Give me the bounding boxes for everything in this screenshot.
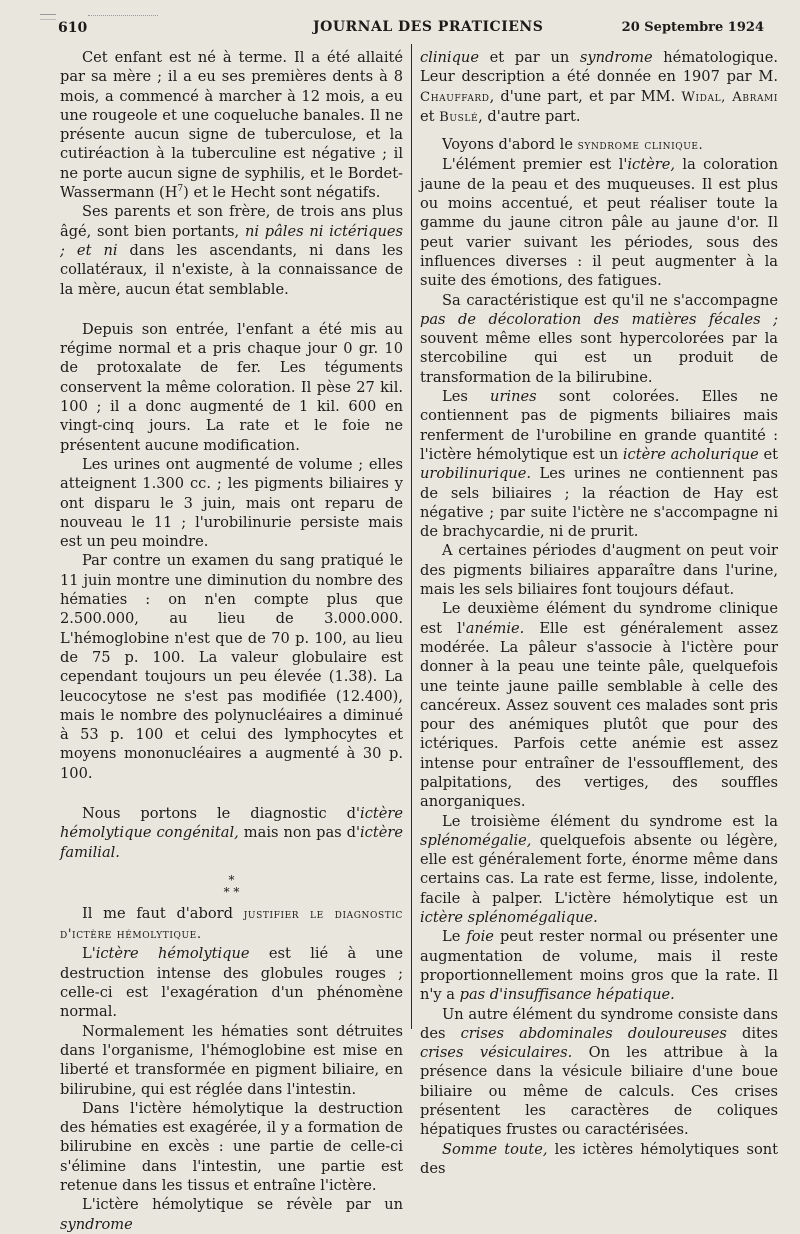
column-divider — [411, 44, 412, 1029]
paragraph: Par contre un examen du sang pratiqué le 11 juin montre une diminution du nombre des hématies : on n'en compte plus que 2.500.000, au lieu de 3.000.000. L'hémoglobine n'est que de 70 p. 100, au lieu de 75 p. 100. La valeur globulaire est cependant toujours un peu élevée (1.38). La leucocytose ne s'est pas modifiée (12.400), mais le nombre des polynucléaires a diminué à 53 p. 100 et celui des lymphocytes et moyens mononucléaires a augmenté à 30 p. 100. — [60, 552, 403, 782]
paragraph: Depuis son entrée, l'enfant a été mis au régime normal et a pris chaque jour 0 gr. 10 de protoxalate de fer. Les téguments conservent la même coloration. Il pèse 27 kil. 100 ; il a donc augmenté de 1 kil. 600 en vingt-cinq jours. La rate et le foie ne présentent aucune modification. — [60, 320, 403, 454]
issue-date: 20 Septembre 1924 — [621, 20, 764, 35]
section-separator: * * * — [223, 872, 240, 899]
left-column — [60, 48, 403, 1234]
paragraph: Ses parents et son frère, de trois ans plus âgé, sont bien portants, ni pâles ni ictériques ; et ni dans les ascendants, ni dans les collatéraux, il n'existe, à la connaissance de la mère, aucun état semblable. — [60, 203, 403, 298]
section-heading: Voyons d'abord le syndrome clinique. — [442, 136, 704, 154]
paragraph: Cet enfant est né à terme. Il a été allaité par sa mère ; il a eu ses premières dents à 8 mois, a commencé à marcher à 12 mois, a eu une rougeole et une coqueluche banales. Il ne présente aucun signe de tuberculose, et la cutiréaction à la tuberculine est négative ; il ne porte aucun signe de syphilis, et le Bordet-Wassermann $(H^7)$ et le Hecht sont négatifs. — [60, 49, 403, 202]
printer-mark — [88, 15, 158, 18]
paragraph: A certaines périodes d'augment on peut voir des pigments biliaires apparaître dans l'urine, mais les sels biliaires font toujours défaut. — [420, 542, 778, 599]
section-heading: Il me faut d'abord justifier le diagnostic d'ictère hémolytique. — [60, 904, 403, 943]
page-number: 610 — [58, 20, 88, 36]
paragraph: Le foie peut rester normal ou présenter une augmentation de volume, mais il reste proportionnellement moins gros que la rate. Il n'y a pas d'insuffisance hépatique. — [420, 928, 778, 1004]
paragraph: Le deuxième élément du syndrome clinique est l'anémie. Elle est généralement assez modérée. La pâleur s'associe à l'ictère pour donner à la peau une teinte pâle, quelquefois une teinte jaune paille semblable à celle des cancéreux. Assez souvent ces malades sont pris pour des anémiques plutôt que pour des ictériques. Parfois cette anémie est assez intense pour entraîner de l'essoufflement, des palpitations, des vertiges, des souffles anorganiques. — [420, 600, 778, 811]
paragraph: Dans l'ictère hémolytique la destruction des hématies est exagérée, il y a formation de bilirubine en excès : une partie de celle-ci s'élimine dans l'intestin, une partie est retenue dans les tissus et entraîne l'ictère. — [60, 1099, 403, 1195]
paragraph: Les urines ont augmenté de volume ; elles atteignent 1.300 cc. ; les pigments biliaires y ont disparu le 3 juin, mais ont reparu de nouveau le 11 ; l'urobilinurie persiste mais est un peu moindre. — [60, 455, 403, 551]
paragraph: L'élément premier est l'ictère, la coloration jaune de la peau et des muqueuses. Il est plus ou moins accentué, et peut réaliser toute la gamme du jaune citron pâle au jaune d'or. Il peut varier suivant les périodes, sous des influences diverses : il peut augmenter à la suite des émotions, des fatigues. — [420, 156, 778, 290]
paragraph: Somme toute, les ictères hémolytiques sont des — [420, 1140, 778, 1177]
paragraph: clinique et par un syndrome hématologique. Leur description a été donnée en 1907 par M. Chauffard, d'une part, et par MM. Widal, Abrami et Buslé, d'autre part. — [420, 49, 779, 125]
paragraph: Normalement les hématies sont détruites dans l'organisme, l'hémoglobine est mise en liberté et transformée en pigment biliaire, en bilirubine, qui est réglée dans l'intestin. — [60, 1022, 403, 1098]
paragraph: Un autre élément du syndrome consiste dans des crises abdominales douloureuses dites crises vésiculaires. On les attribue à la présence dans la vésicule biliaire d'une boue biliaire ou même de calculs. Ces crises présentent les caractères de coliques hépatiques frustes ou caractérisées. — [420, 1005, 779, 1139]
paragraph: L'ictère hémolytique se révèle par un syndrome — [60, 1196, 403, 1233]
page-header — [0, 0, 800, 46]
paragraph: Sa caractéristique est qu'il ne s'accompagne pas de décoloration des matières fécales ; souvent même elles sont hypercolorées par la stercobiline qui est un produit de transformation de la bilirubine. — [420, 291, 778, 386]
paragraph: Nous portons le diagnostic d'ictère hémolytique congénital, mais non pas d'ictère familial. — [60, 804, 403, 861]
paragraph: Les urines sont colorées. Elles ne contiennent pas de pigments biliaires mais renferment de l'urobiline en grande quantité : l'ictère hémolytique est un ictère acholurique et urobilinurique. Les urines ne contiennent pas de sels biliaires ; la réaction de Hay est négative ; par suite l'ictère ne s'accompagne ni de brachycardie, ni de prurit. — [420, 388, 778, 541]
journal-title: JOURNAL DES PRATICIENS — [313, 19, 544, 35]
paragraph: Le troisième élément du syndrome est la splénomégalie, quelquefois absente ou légère, elle est généralement forte, énorme même dans certains cas. La rate est ferme, lisse, indolente, facile à palper. L'ictère hémolytique est un ictère splénomégalique. — [420, 812, 778, 927]
right-column — [420, 48, 778, 1178]
printer-mark — [40, 14, 56, 20]
paragraph: L'ictère hémolytique est lié à une destruction intense des globules rouges ; celle-ci est l'exagération d'un phénomène normal. — [60, 945, 404, 1021]
